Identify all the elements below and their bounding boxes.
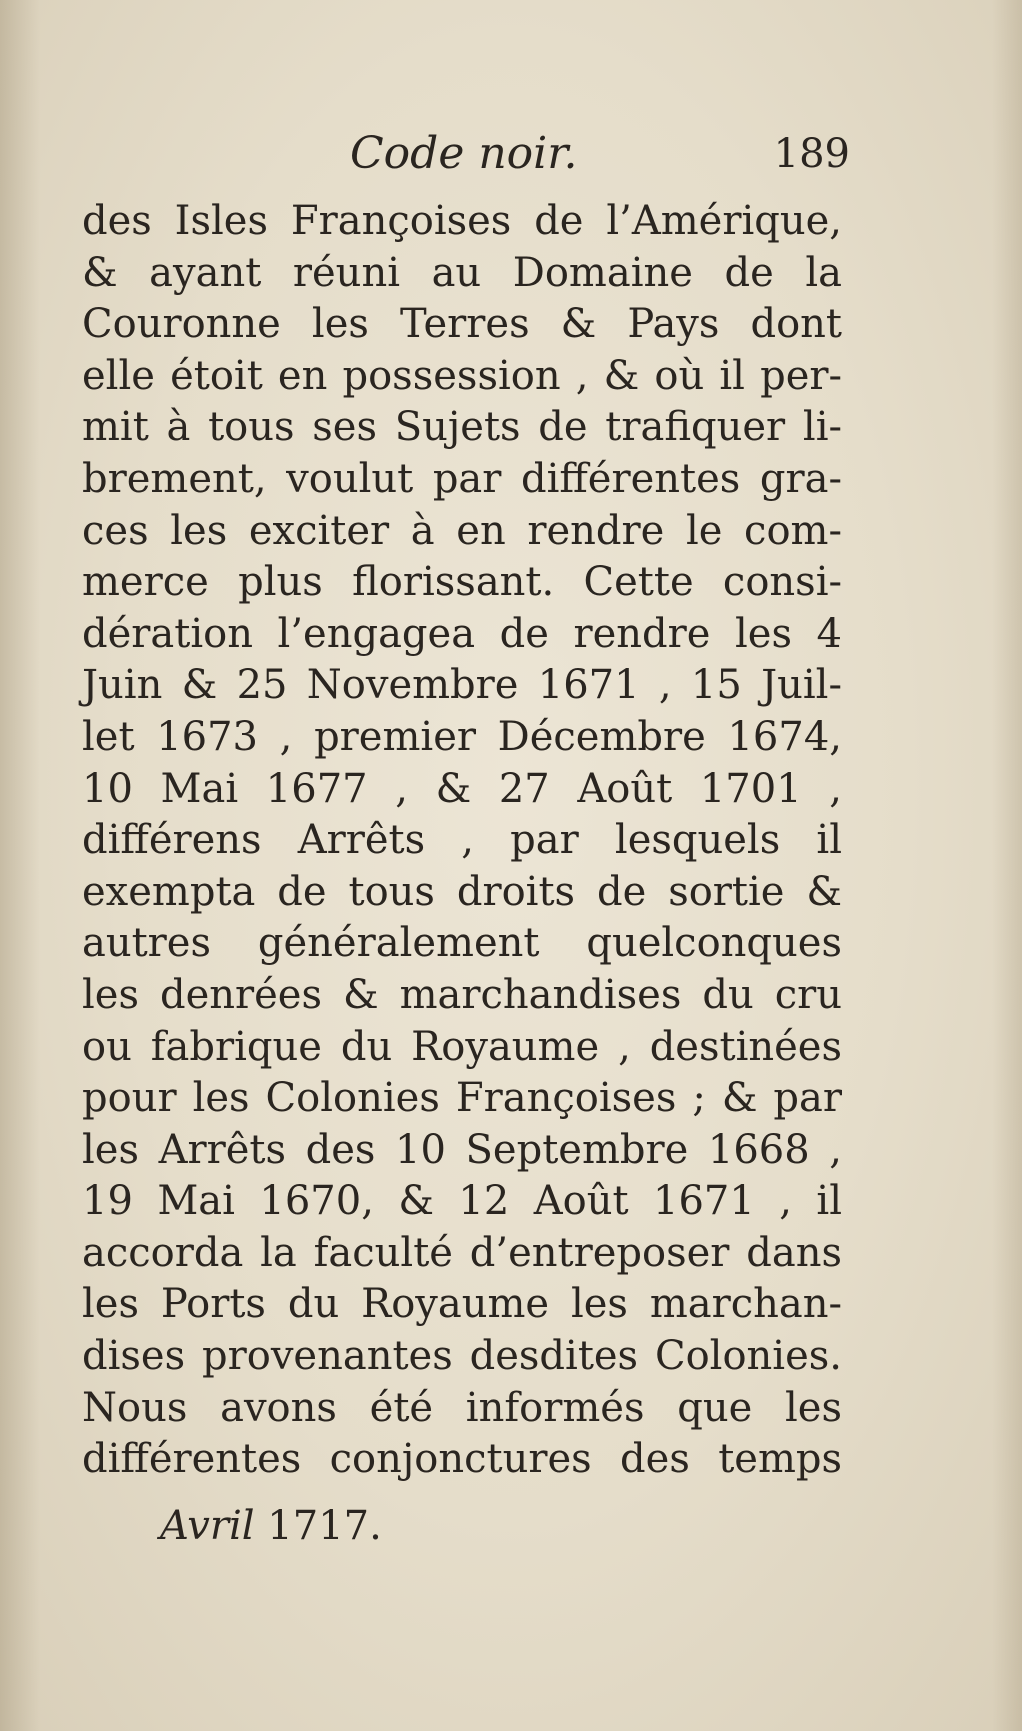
running-title: Code noir.	[350, 128, 578, 179]
catchword-year: 1717.	[267, 1503, 382, 1549]
text-line: les denrées & marchandises du cru	[82, 971, 842, 1018]
text-line: les Arrêts des 10 Septembre 1668 ,	[82, 1126, 842, 1173]
text-line: 10 Mai 1677 , & 27 Août 1701 ,	[82, 765, 842, 812]
text-line: accorda la faculté d’entreposer dans	[82, 1229, 842, 1276]
page-number: 189	[773, 131, 850, 177]
text-line: elle étoit en possession , & où il per-	[82, 352, 842, 399]
text-line: Juin & 25 Novembre 1671 , 15 Juil-	[82, 662, 842, 709]
catchword	[160, 1500, 382, 1552]
text-line: des Isles Françoises de l’Amérique,	[82, 198, 842, 244]
text-line: différens Arrêts , par lesquels il	[82, 817, 842, 864]
text-line: exempta de tous droits de sortie &	[82, 868, 842, 915]
text-line: Nous avons été informés que les	[82, 1384, 842, 1431]
page-header	[350, 128, 850, 188]
text-line: les Ports du Royaume les marchan-	[82, 1281, 842, 1328]
text-line: Couronne les Terres & Pays dont	[82, 301, 842, 348]
text-line: ou fabrique du Royaume , destinées	[82, 1023, 842, 1070]
text-line: dération l’engagea de rendre les 4	[82, 610, 842, 657]
text-line: pour les Colonies Françoises ; & par	[82, 1075, 842, 1122]
text-line: mit à tous ses Sujets de trafiquer li-	[82, 404, 842, 451]
text-line: autres généralement quelconques	[82, 920, 842, 967]
catchword-month: Avril	[160, 1503, 255, 1549]
text-line: dises provenantes desdites Colonies.	[82, 1333, 842, 1380]
body-text	[82, 196, 842, 1486]
text-line: ces les exciter à en rendre le com-	[82, 507, 842, 554]
text-line: merce plus florissant. Cette consi-	[82, 559, 842, 606]
text-line: différentes conjonctures des temps	[82, 1436, 842, 1483]
text-line: & ayant réuni au Domaine de la	[82, 249, 842, 296]
text-line: 19 Mai 1670, & 12 Août 1671 , il	[82, 1178, 842, 1225]
text-line: brement, voulut par différentes gra-	[82, 455, 842, 502]
text-line: let 1673 , premier Décembre 1674,	[82, 713, 842, 760]
